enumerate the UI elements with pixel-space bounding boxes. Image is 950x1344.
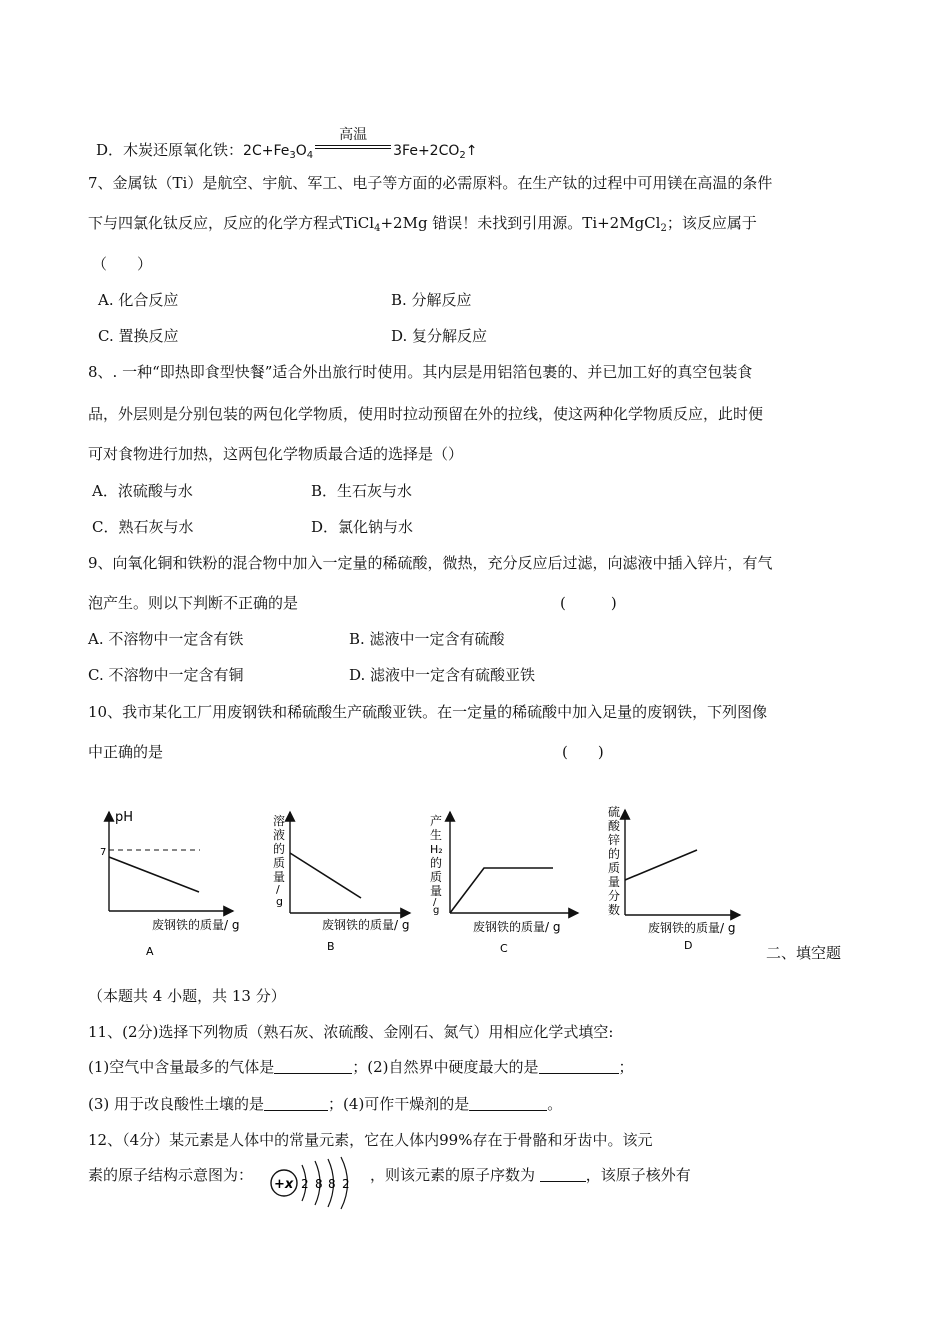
q7-answer-paren: （ ） [92, 255, 153, 273]
graph-b-ylabel-5: 量 [273, 870, 286, 884]
graph-c-ylabel-5: 质 [430, 870, 443, 884]
q11-blank-4[interactable] [469, 1095, 547, 1111]
q7-sub1: 4 [374, 223, 381, 234]
graph-d [608, 804, 740, 952]
graph-d-ylabel-5: 质 [608, 861, 621, 875]
q6-option-d [96, 127, 478, 166]
q11-part1: (1)空气中含量最多的气体是 [88, 1058, 275, 1076]
q7-sub2: 2 [660, 223, 667, 234]
atom-structure-diagram [262, 1155, 372, 1211]
graph-d-ylabel-2: 酸 [608, 819, 621, 833]
graph-c [430, 812, 578, 955]
q6-eq-right: 3Fe+2CO [393, 143, 460, 159]
q7-line2-b: +2Mg 错误！未找到引用源。Ti+2MgCl [380, 214, 661, 232]
q12-line2-a: 素的原子结构示意图为： [88, 1166, 254, 1184]
q10-line2: 中正确的是 [88, 743, 164, 761]
q6-reaction-condition [313, 127, 393, 160]
q12-line2-b: ，则该元素的原子序数为 [370, 1166, 536, 1184]
q6-d-label: D．木炭还原氧化铁： [96, 141, 244, 159]
q9-line1: 9、向氧化铜和铁粉的混合物中加入一定量的稀硫酸，微热，充分反应后过滤，向滤液中插入锌片，有气 [88, 554, 773, 572]
shell-count-1: 2 [301, 1177, 309, 1191]
graph-c-ylabel-3: H₂ [430, 843, 443, 856]
q11-part3-end: ； [328, 1095, 344, 1113]
q11-blank-3[interactable] [264, 1095, 328, 1111]
gas-arrow-icon: ↑ [465, 143, 478, 159]
q12-line2-c: ，该原子核外有 [585, 1166, 691, 1184]
q10-line1: 10、我市某化工厂用废钢铁和稀硫酸生产硫酸亚铁。在一定量的稀硫酸中加入足量的废钢铁，下列图像 [88, 703, 768, 721]
shell-count-2: 8 [315, 1177, 323, 1191]
q11-stem: 11、(2分)选择下列物质（熟石灰、浓硫酸、金刚石、氮气）用相应化学式填空: [88, 1023, 614, 1041]
graph-a [100, 810, 239, 958]
graph-b-ylabel-2: 液 [273, 828, 286, 842]
q6-eq-sub3: 2 [459, 150, 466, 161]
q8-option-d: D．氯化钠与水 [311, 518, 414, 536]
q9-answer-paren: ( ) [560, 594, 617, 612]
q8-option-c: C．熟石灰与水 [92, 518, 194, 536]
q11-blank-2[interactable] [539, 1058, 619, 1074]
graph-d-ylabel-6: 量 [608, 875, 621, 889]
graph-d-curve [625, 850, 697, 880]
q11-row2 [88, 1094, 562, 1114]
graph-c-ylabel-2: 生 [430, 828, 443, 842]
q11-row1 [88, 1057, 634, 1077]
q11-part2-end: ； [618, 1058, 634, 1076]
graph-d-ylabel-8: 数 [608, 903, 621, 917]
graph-b-ylabel-7: g [276, 895, 283, 908]
graph-d-ylabel-4: 的 [608, 847, 621, 861]
q7-line2 [88, 213, 757, 239]
graph-a-xlabel: 废钢铁的质量/ g [152, 918, 240, 932]
graph-d-ylabel-7: 分 [608, 889, 621, 903]
graph-b-ylabel-6: / [276, 883, 280, 896]
graph-b-ylabel-3: 的 [273, 842, 286, 856]
q11-part4-end: 。 [547, 1095, 563, 1113]
graph-b [273, 812, 410, 953]
q7-line2-a: 下与四氯化钛反应，反应的化学方程式TiCl [88, 214, 375, 232]
graph-a-ylabel: pH [115, 810, 134, 825]
q11-part3: (3) 用于改良酸性土壤的是 [88, 1095, 265, 1113]
shell-count-3: 8 [328, 1177, 336, 1191]
graph-b-ylabel-1: 溶 [273, 814, 286, 828]
q7-line2-c: ；该反应属于 [666, 214, 757, 232]
graph-a-curve [109, 857, 199, 892]
graph-c-ylabel-1: 产 [430, 814, 443, 828]
q6-eq-mid: O [295, 143, 307, 159]
q9-line2: 泡产生。则以下判断不正确的是 [88, 594, 299, 612]
q10-answer-paren: ( ) [562, 743, 604, 761]
graph-c-ylabel-4: 的 [430, 856, 443, 870]
q9-option-b: B. 滤液中一定含有硫酸 [349, 630, 505, 648]
q6-eq-left: 2C+Fe [243, 143, 290, 159]
q8-option-a: A．浓硫酸与水 [92, 482, 193, 500]
q6-eq-sub1: 3 [289, 150, 296, 161]
graph-d-ylabel-3: 锌 [608, 833, 621, 847]
q7-line1: 7、金属钛（Ti）是航空、宇航、军工、电子等方面的必需原料。在生产钛的过程中可用镁在高温的条件 [88, 174, 773, 192]
q12-line1: 12、（4分）某元素是人体中的常量元素，它在人体内99%存在于骨骼和牙齿中。该元 [88, 1131, 653, 1149]
q7-option-c: C. 置换反应 [98, 327, 179, 345]
graph-c-curve [450, 868, 553, 913]
q7-option-d: D. 复分解反应 [391, 327, 488, 345]
q9-option-c: C. 不溶物中一定含有铜 [88, 666, 244, 684]
graph-d-ylabel-1: 硫 [608, 805, 621, 819]
graph-c-xlabel: 废钢铁的质量/ g [473, 920, 561, 934]
q12-blank-1[interactable] [540, 1166, 586, 1182]
q11-part4: (4)可作干燥剂的是 [343, 1095, 470, 1113]
graph-c-ylabel-7: / [433, 897, 437, 908]
q11-blank-1[interactable] [274, 1058, 352, 1074]
q9-option-d: D. 滤液中一定含有硫酸亚铁 [349, 666, 536, 684]
q6-condition-label: 高温 [339, 127, 368, 143]
q6-eq-sub2: 4 [306, 150, 314, 161]
q8-option-b: B．生石灰与水 [311, 482, 413, 500]
graph-a-tick: 7 [100, 847, 107, 858]
q11-part1-end: ； [352, 1058, 368, 1076]
graph-b-xlabel: 废钢铁的质量/ g [322, 918, 410, 932]
graph-b-curve [290, 853, 361, 898]
shell-count-4: 2 [342, 1177, 350, 1191]
graph-b-caption: B [327, 940, 335, 953]
q8-line2: 品，外层则是分别包装的两包化学物质，使用时拉动预留在外的拉线，使这两种化学物质反应，此时便 [88, 405, 764, 423]
graph-a-caption: A [146, 945, 154, 958]
section2-note: （本题共 4 小题，共 13 分） [88, 987, 286, 1005]
graph-b-ylabel-4: 质 [273, 856, 286, 870]
section2-title: 二、填空题 [766, 944, 842, 962]
q9-option-a: A. 不溶物中一定含有铁 [88, 630, 244, 648]
graph-c-ylabel-6: 量 [430, 884, 443, 898]
nucleus-label: +x [274, 1177, 294, 1192]
q8-line3: 可对食物进行加热，这两包化学物质最合适的选择是（） [88, 445, 464, 463]
q11-part2: (2)自然界中硬度最大的是 [367, 1058, 539, 1076]
q8-line1: 8、. 一种“即热即食型快餐”适合外出旅行时使用。其内层是用铝箔包裹的、并已加工好的真空包装食 [88, 363, 753, 381]
q12-line2-rest [370, 1165, 691, 1185]
graph-c-caption: C [500, 942, 508, 955]
graph-d-xlabel: 废钢铁的质量/ g [648, 921, 736, 935]
q7-option-a: A. 化合反应 [98, 291, 179, 309]
q7-option-b: B. 分解反应 [391, 291, 472, 309]
graph-c-ylabel-8: g [433, 905, 440, 916]
graph-d-caption: D [684, 939, 693, 952]
q12-line2 [88, 1165, 253, 1185]
